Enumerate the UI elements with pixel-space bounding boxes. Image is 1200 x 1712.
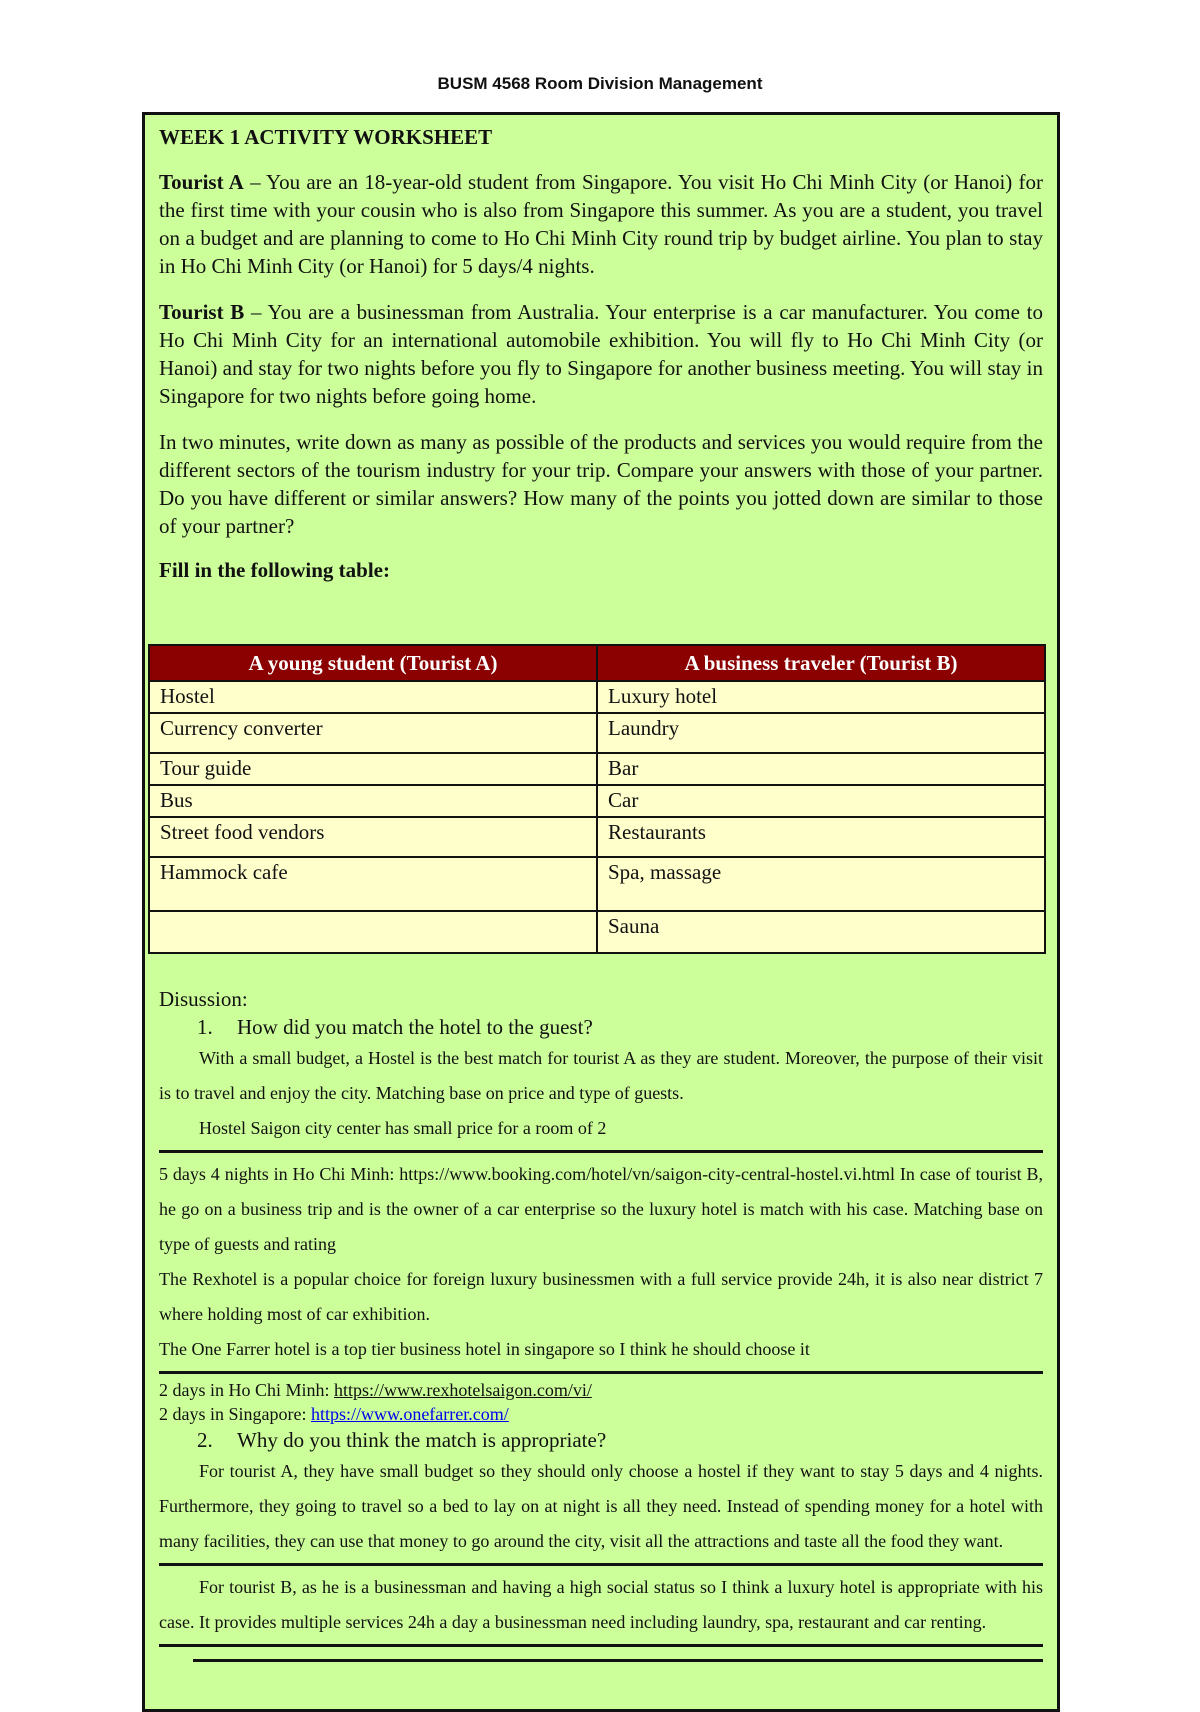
cell-b: Restaurants — [597, 817, 1045, 857]
page-header: BUSM 4568 Room Division Management — [437, 74, 763, 93]
divider — [159, 1563, 1043, 1566]
hcm-link-line — [159, 1378, 1043, 1402]
question-1-number: 1. — [197, 1015, 213, 1039]
services-table — [148, 644, 1046, 954]
cell-b: Car — [597, 785, 1045, 817]
sg-link-line — [159, 1402, 1043, 1426]
cell-b: Sauna — [597, 911, 1045, 953]
discussion-section — [159, 985, 1043, 1666]
sg-prefix: 2 days in Singapore: — [159, 1404, 311, 1424]
cell-a: Street food vendors — [149, 817, 597, 857]
header-tourist-b: A business traveler (Tourist B) — [597, 645, 1045, 681]
cell-b: Spa, massage — [597, 857, 1045, 911]
tourist-b-text: – You are a businessman from Australia. Your enterprise is a car manufacturer. You come to Ho Chi Minh City for an international automobile exhibition. You will fly to Ho Chi Minh City (or Hanoi) and stay for two nights before you fly to Singapore for another business meeting. You will stay in Singapore for two nights before going home. — [159, 300, 1043, 408]
table-row — [149, 911, 1045, 953]
tourist-a-paragraph — [159, 168, 1043, 280]
divider — [159, 1644, 1043, 1647]
instruction-paragraph: In two minutes, write down as many as possible of the products and services you would require from the different sectors of the tourism industry for your trip. Compare your answers with those of your partner. Do you have different or similar answers? How many of the points you jotted down are similar to those of your partner? — [159, 430, 1043, 538]
answer-1-paragraph-1: With a small budget, a Hostel is the best match for tourist A as they are student. Moreover, the purpose of their visit is to travel and enjoy the city. Matching base on price and type of guests. — [159, 1048, 1043, 1103]
worksheet-title: WEEK 1 ACTIVITY WORKSHEET — [159, 125, 493, 149]
answer-2-paragraph-2: For tourist B, as he is a businessman and having a high social status so I think a luxury hotel is appropriate with his case. It provides multiple services 24h a day a businessman need including laundry, spa, restaurant and car renting. — [159, 1577, 1043, 1632]
tourist-b-label: Tourist B — [159, 300, 245, 324]
worksheet-box — [142, 112, 1060, 1712]
worksheet-content — [159, 125, 1043, 593]
answer-1-paragraph-2: Hostel Saigon city center has small price for a room of 2 — [199, 1118, 607, 1138]
cell-a: Currency converter — [149, 713, 597, 753]
table-row — [149, 785, 1045, 817]
cell-a: Hammock cafe — [149, 857, 597, 911]
table-row — [149, 713, 1045, 753]
tourist-a-text: – You are an 18-year-old student from Singapore. You visit Ho Chi Minh City (or Hanoi) for the first time with your cousin who is also from Singapore this summer. As you are a student, you travel on a budget and are planning to come to Ho Chi Minh City round trip by budget airline. You plan to stay in Ho Chi Minh City (or Hanoi) for 5 days/4 nights. — [159, 170, 1043, 278]
question-2-text: Why do you think the match is appropriate? — [237, 1428, 607, 1452]
header-tourist-a: A young student (Tourist A) — [149, 645, 597, 681]
cell-a: Tour guide — [149, 753, 597, 785]
cell-a: Hostel — [149, 681, 597, 713]
hcm-prefix: 2 days in Ho Chi Minh: — [159, 1380, 335, 1400]
hcm-link[interactable]: https://www.rexhotelsaigon.com/vi/ — [334, 1380, 592, 1400]
answer-1-paragraph-3: 5 days 4 nights in Ho Chi Minh: https://www.booking.com/hotel/vn/saigon-city-central-hostel.vi.html In case of tourist B, he go on a business trip and is the owner of a car enterprise so the luxury hotel is match with his case. Matching base on type of guests and rating — [159, 1164, 1043, 1254]
fill-table-title: Fill in the following table: — [159, 558, 390, 582]
table-header-row — [149, 645, 1045, 681]
answer-1-paragraph-4: The Rexhotel is a popular choice for foreign luxury businessmen with a full service provide 24h, it is also near district 7 where holding most of car exhibition. — [159, 1269, 1043, 1324]
table-row — [149, 817, 1045, 857]
cell-b: Luxury hotel — [597, 681, 1045, 713]
tourist-a-label: Tourist A — [159, 170, 244, 194]
question-2-number: 2. — [197, 1428, 213, 1452]
sg-link[interactable]: https://www.onefarrer.com/ — [310, 1404, 509, 1424]
tourist-b-paragraph — [159, 298, 1043, 410]
table-row — [149, 753, 1045, 785]
question-1 — [159, 1013, 1043, 1041]
cell-a: Bus — [149, 785, 597, 817]
answer-1-paragraph-5: The One Farrer hotel is a top tier business hotel in singapore so I think he should choose it — [159, 1339, 810, 1359]
table-row — [149, 857, 1045, 911]
table-row — [149, 681, 1045, 713]
cell-b: Laundry — [597, 713, 1045, 753]
divider — [159, 1150, 1043, 1153]
question-2 — [159, 1426, 1043, 1454]
cell-b: Bar — [597, 753, 1045, 785]
discussion-label: Disussion: — [159, 987, 248, 1011]
divider — [159, 1371, 1043, 1374]
answer-2-paragraph-1: For tourist A, they have small budget so they should only choose a hostel if they want to stay 5 days and 4 nights. Furthermore, they going to travel so a bed to lay on at night is all they need. Instead of spending money for a hotel with many facilities, they can use that money to go around the city, visit all the attractions and taste all the food they want. — [159, 1461, 1043, 1551]
divider — [193, 1659, 1043, 1662]
question-1-text: How did you match the hotel to the guest? — [237, 1015, 593, 1039]
cell-a — [149, 911, 597, 953]
